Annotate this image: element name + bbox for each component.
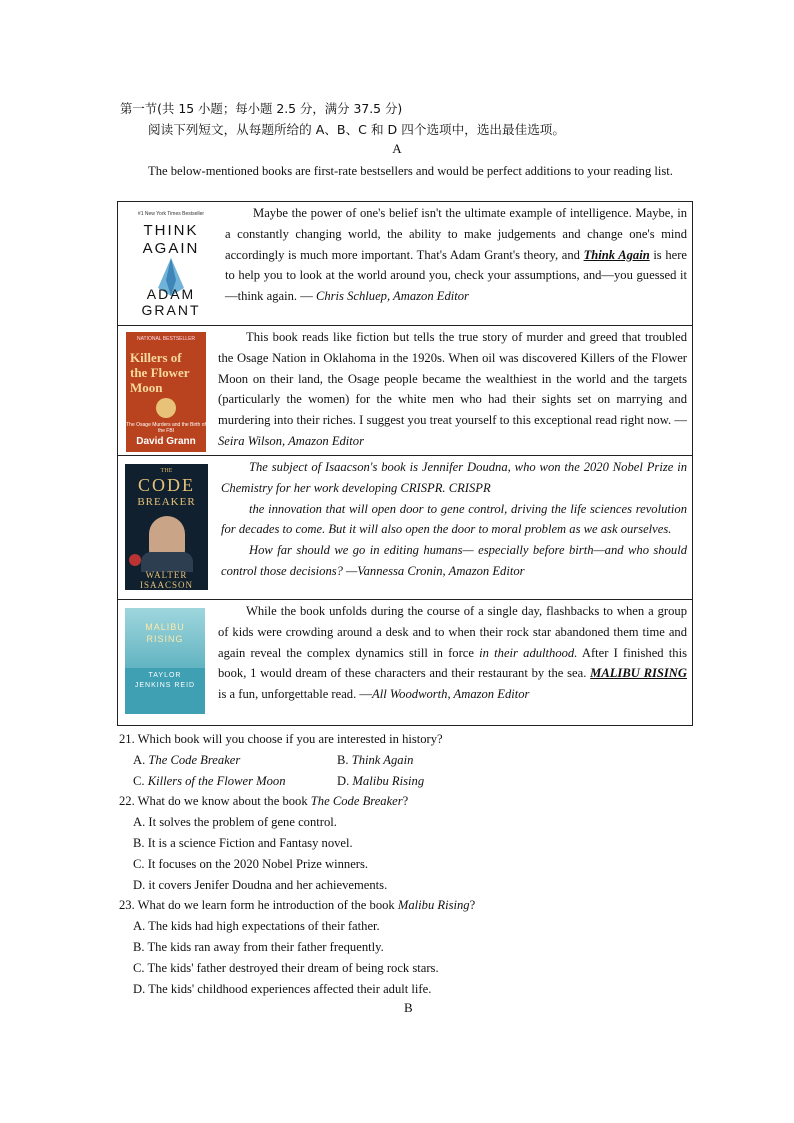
option-23-a[interactable]: A. The kids had high expectations of their father. <box>133 919 380 934</box>
option-23-d[interactable]: D. The kids' childhood experiences affected their adult life. <box>133 981 432 996</box>
option-22-b[interactable]: B. It is a science Fiction and Fantasy novel. <box>133 835 353 850</box>
book-row-code-breaker <box>118 456 692 600</box>
question-21: 21. Which book will you choose if you are interested in history? <box>119 732 443 746</box>
book-row-malibu-rising <box>118 600 692 725</box>
think-again-text: Maybe the power of one's belief isn't the ultimate example of intelligence. Maybe, in a constantly changing world, the ability to make judgements and change one's mind accordingly is much more important. That's Adam Grant's theory, and Think Again is here to help you to look at the world around you, check your assumptions, and—you guessed it—think again. — Chris Schluep, Amazon Editor <box>225 206 687 304</box>
killers-flower-moon-cover: NATIONAL BESTSELLER Killers of the Flower Moon The Osage Murders and the Birth of the FBI David Grann <box>126 332 206 452</box>
section-title: 第一节(共 15 小题；每小题 2.5 分，满分 37.5 分) <box>120 101 403 116</box>
code-breaker-cover: THE CODE BREAKER WALTER ISAACSON <box>125 464 208 590</box>
questions <box>119 729 699 999</box>
section-instruction: 阅读下列短文，从每题所给的 A、B、C 和 D 四个选项中，选出最佳选项。 <box>148 122 565 137</box>
option-21-d[interactable]: D. Malibu Rising <box>337 773 425 788</box>
question-21-options-row-2 <box>133 771 699 792</box>
option-23-b[interactable]: B. The kids ran away from their father frequently. <box>133 939 384 954</box>
malibu-rising-text: While the book unfolds during the course of a single day, flashbacks to when a group of kids were crowding around a desk and to when their rock star abandoned them time and again reveal the complex dynamics still in force in their adulthood. After I finished this book, 1 would dream of these characters and their restaurant by the sea. MALIBU RISING is a fun, unforgettable read. —All Woodworth, Amazon Editor <box>218 604 687 702</box>
option-21-c[interactable]: C. Killers of the Flower Moon <box>133 773 286 788</box>
next-part-letter: B <box>404 1000 413 1015</box>
option-22-a[interactable]: A. It solves the problem of gene control. <box>133 815 337 830</box>
book-table <box>117 201 693 726</box>
award-badge-icon <box>129 554 141 566</box>
question-21-options-row-1 <box>133 750 699 771</box>
question-23: 23. What do we learn form he introduction of the book Malibu Rising? <box>119 898 476 913</box>
medal-icon <box>156 398 176 418</box>
option-21-b[interactable]: B. Think Again <box>337 752 414 767</box>
portrait-shoulders <box>141 552 193 572</box>
option-21-a[interactable]: A. The Code Breaker <box>133 752 241 767</box>
question-22: 22. What do we know about the book The Code Breaker? <box>119 794 409 809</box>
option-22-c[interactable]: C. It focuses on the 2020 Nobel Prize winners. <box>133 856 369 871</box>
book-row-think-again <box>118 202 692 326</box>
part-letter: A <box>392 141 402 156</box>
passage-intro: The below-mentioned books are first-rate bestsellers and would be perfect additions to your reading list. <box>148 164 673 178</box>
option-23-c[interactable]: C. The kids' father destroyed their dream of being rock stars. <box>133 960 439 975</box>
code-breaker-text: The subject of Isaacson's book is Jennifer Doudna, who won the 2020 Nobel Prize in Chemistry for her work developing CRISPR. CRISPR the innovation that will open door to gene control, driving the life sciences revolution for decades to come. But it will also open the door to moral problem as we ask ourselves. How far should we go in editing humans— especially before birth—and who should control those decisions? —Vannessa Cronin, Amazon Editor <box>221 460 687 578</box>
malibu-rising-cover: MALIBU RISING TAYLOR JENKINS REID <box>125 608 205 714</box>
killers-flower-moon-text: This book reads like fiction but tells the true story of murder and greed that troubled the Osage Nation in Oklahoma in the 1920s. When oil was discovered Killers of the Flower Moon on their land, the Osage people became the wealthiest in the world and the targets (particularly the women) for the white men who had their sights set on marrying and murdering into their riches. I suggest you treat yourself to this exceptional read right now. —Seira Wilson, Amazon Editor <box>218 330 687 448</box>
option-22-d[interactable]: D. it covers Jenifer Doudna and her achievements. <box>133 877 388 892</box>
think-again-cover: #1 New York Times Bestseller THINK AGAIN ADAM GRANT <box>128 208 214 322</box>
book-row-killers-flower-moon <box>118 326 692 456</box>
